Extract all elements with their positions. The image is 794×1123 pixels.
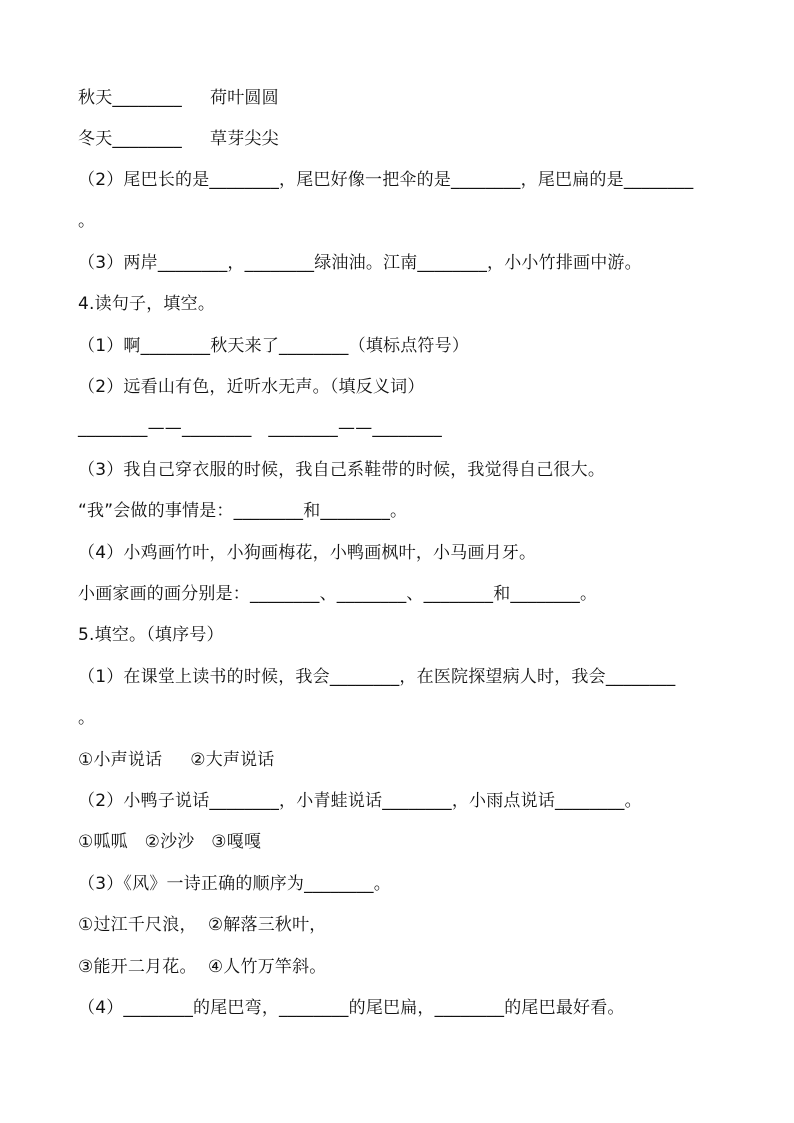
section-5-title: 5.填空。（填序号） bbox=[78, 625, 224, 645]
question-5-1-end: 。 bbox=[78, 708, 96, 728]
question-5-2-options: ①呱呱 ②沙沙 ③嘎嘎 bbox=[78, 832, 262, 852]
question-5-1: （1）在课堂上读书的时候，我会________，在医院探望病人时，我会________ bbox=[78, 667, 676, 687]
question-4-4-answer: 小画家画的画分别是：________、________、________和________。 bbox=[78, 584, 598, 604]
question-3-2: （2）尾巴长的是________，尾巴好像一把伞的是________，尾巴扁的是________ bbox=[78, 170, 694, 190]
question-5-4: （4）________的尾巴弯，________的尾巴扁，________的尾巴最好看。 bbox=[78, 998, 625, 1018]
question-5-3-options-b: ③能开二月花。 ④人竹万竿斜。 bbox=[78, 957, 327, 977]
question-4-1: （1）啊________秋天来了________（填标点符号） bbox=[78, 336, 470, 356]
line-winter: 冬天________ 草芽尖尖 bbox=[78, 129, 279, 149]
question-4-2-blanks: ________——________ ________——________ bbox=[78, 418, 443, 438]
question-5-2: （2）小鸭子说话________，小青蛙说话________，小雨点说话________。 bbox=[78, 791, 642, 811]
question-4-3: （3）我自己穿衣服的时候，我自己系鞋带的时候，我觉得自己很大。 bbox=[78, 460, 606, 480]
question-5-3: （3）《风》一诗正确的顺序为________。 bbox=[78, 874, 391, 894]
question-3-3: （3）两岸________，________绿油油。江南________，小小竹排画中游。 bbox=[78, 253, 642, 273]
question-5-3-options-a: ①过江千尺浪， ②解落三秋叶， bbox=[78, 915, 327, 935]
question-4-2: （2）远看山有色，近听水无声。（填反义词） bbox=[78, 377, 425, 397]
section-4-title: 4.读句子，填空。 bbox=[78, 294, 216, 314]
question-4-3-answer: “我”会做的事情是：________和________。 bbox=[78, 501, 408, 521]
question-4-4: （4）小鸡画竹叶，小狗画梅花，小鸭画枫叶，小马画月牙。 bbox=[78, 543, 537, 563]
question-5-1-options: ①小声说话 ②大声说话 bbox=[78, 750, 275, 770]
question-3-2-end: 。 bbox=[78, 211, 96, 231]
line-autumn: 秋天________ 荷叶圆圆 bbox=[78, 88, 279, 108]
